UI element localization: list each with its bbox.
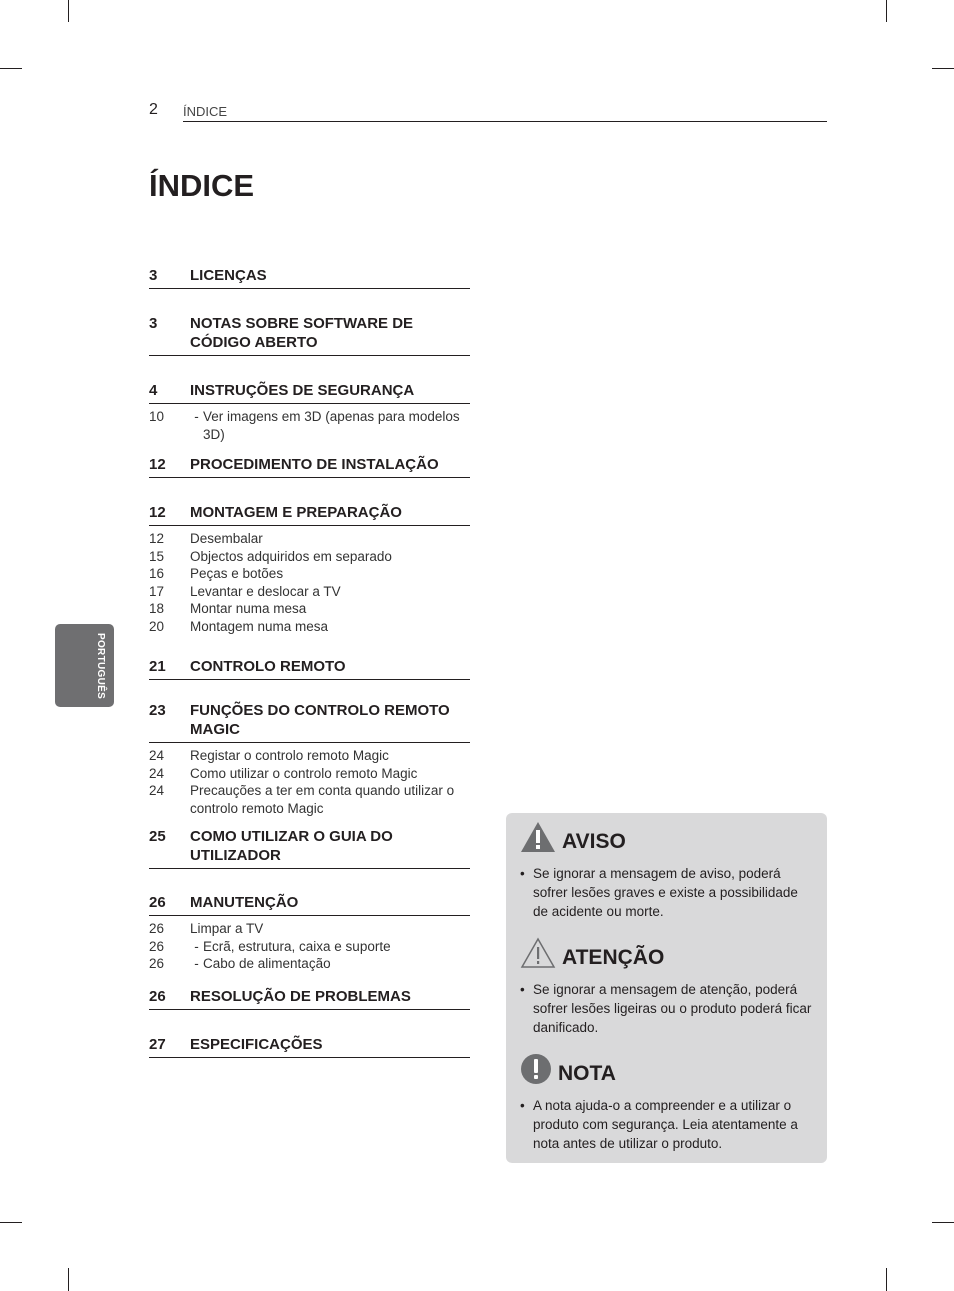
toc-heading-title: MONTAGEM E PREPARAÇÃO xyxy=(190,504,402,521)
nota-text: • A nota ajuda-o a compreender e a utilizar o produto com segurança. Leia atentamente a nota antes de utilizar o produto. xyxy=(520,1098,798,1151)
toc-heading-title: LICENÇAS xyxy=(190,267,267,284)
toc-section xyxy=(149,893,470,973)
toc-heading[interactable] xyxy=(149,657,470,680)
toc-section xyxy=(149,1035,470,1058)
toc-page-number: 4 xyxy=(149,382,158,399)
toc-subitem-title: Montar numa mesa xyxy=(190,601,307,616)
toc-subitem-page: 12 xyxy=(149,531,165,546)
atencao-text: • Se ignorar a mensagem de atenção, poderá sofrer lesões ligeiras ou o produto poderá ficar danificado. xyxy=(520,982,812,1035)
toc-subitem[interactable] xyxy=(149,565,470,583)
toc-section xyxy=(149,827,470,869)
toc-subitem-dash: - xyxy=(194,956,199,971)
warning-triangle-outline-icon xyxy=(520,937,556,969)
crop-mark xyxy=(68,0,69,22)
toc-subitem-page: 20 xyxy=(149,618,165,634)
warning-triangle-filled-icon xyxy=(520,821,556,853)
toc-subitem-page: 24 xyxy=(149,765,165,781)
toc-subitem-page: 10 xyxy=(149,409,165,424)
toc-subitem-page: 17 xyxy=(149,583,165,599)
atencao-title: ATENÇÃO xyxy=(562,946,665,969)
toc-subitem-dash: - xyxy=(194,409,199,424)
toc-subitem[interactable] xyxy=(149,747,470,765)
exclamation-circle-icon xyxy=(520,1053,552,1085)
toc-heading[interactable] xyxy=(149,314,470,356)
toc-section xyxy=(149,503,470,635)
running-header: ÍNDICE xyxy=(183,104,228,119)
toc-heading[interactable] xyxy=(149,987,470,1010)
toc-page-number: 26 xyxy=(149,987,166,1005)
toc-subitem-page: 24 xyxy=(149,748,165,763)
toc-heading-title: INSTRUÇÕES DE SEGURANÇA xyxy=(190,382,415,399)
crop-mark xyxy=(68,1268,69,1291)
toc-heading-title: CONTROLO REMOTO xyxy=(190,658,346,675)
toc-page-number: 12 xyxy=(149,504,166,521)
page-number: 2 xyxy=(149,101,158,118)
toc-subitem[interactable] xyxy=(149,920,470,938)
toc-page-number: 26 xyxy=(149,894,166,911)
toc-subitem-page: 26 xyxy=(149,938,165,954)
toc-section xyxy=(149,987,470,1010)
toc-section xyxy=(149,266,470,289)
toc-heading-title: FUNÇÕES DO CONTROLO REMOTO MAGIC xyxy=(190,702,450,738)
toc-subitem-title: Peças e botões xyxy=(190,566,284,581)
atencao-heading xyxy=(520,937,664,969)
aviso-title: AVISO xyxy=(562,830,626,853)
toc-subitem[interactable] xyxy=(149,955,470,973)
toc-heading-title: ESPECIFICAÇÕES xyxy=(190,1035,323,1053)
toc-subitem-page: 18 xyxy=(149,601,165,616)
notice-box xyxy=(506,813,827,1163)
toc-section xyxy=(149,381,470,443)
toc-page-number: 21 xyxy=(149,658,166,675)
toc-subitem-page: 26 xyxy=(149,956,165,971)
toc-subitem-page: 24 xyxy=(149,783,165,798)
crop-mark xyxy=(0,68,22,69)
toc-heading[interactable] xyxy=(149,1035,470,1058)
toc-subitem-title: Montagem numa mesa xyxy=(190,618,329,634)
toc-subitem-title: Desembalar xyxy=(190,531,263,546)
toc-subitem[interactable] xyxy=(149,408,470,443)
toc-section xyxy=(149,314,470,356)
toc-page-number: 12 xyxy=(149,456,166,473)
toc-section xyxy=(149,701,470,817)
toc-subitem-title: Precauções a ter em conta quando utilizar o controlo remoto Magic xyxy=(190,783,455,816)
toc-subitem[interactable] xyxy=(149,583,470,601)
nota-title: NOTA xyxy=(558,1062,616,1085)
toc-page-number: 27 xyxy=(149,1035,166,1053)
toc-subitem-title: Registar o controlo remoto Magic xyxy=(190,748,389,763)
toc-subitem[interactable] xyxy=(149,765,470,783)
toc-subitem-title: Objectos adquiridos em separado xyxy=(190,548,392,564)
aviso-heading xyxy=(520,821,626,853)
toc-subitem-title: Cabo de alimentação xyxy=(203,956,331,971)
table-of-contents xyxy=(149,266,470,1058)
header-rule xyxy=(183,121,827,122)
toc-subitem-title: Ver imagens em 3D (apenas para modelos 3D) xyxy=(203,409,460,442)
toc-subitem-dash: - xyxy=(194,938,199,954)
toc-subitem-title: Levantar e deslocar a TV xyxy=(190,583,341,599)
toc-page-number: 25 xyxy=(149,828,166,845)
toc-subitem-page: 15 xyxy=(149,548,165,564)
page-title: ÍNDICE xyxy=(149,168,255,203)
toc-heading[interactable] xyxy=(149,701,470,743)
toc-subitem[interactable] xyxy=(149,618,470,636)
toc-page-number: 3 xyxy=(149,267,158,284)
crop-mark xyxy=(886,0,887,22)
toc-section xyxy=(149,657,470,680)
toc-heading-title: NOTAS SOBRE SOFTWARE DE CÓDIGO ABERTO xyxy=(190,315,414,351)
toc-heading-title: RESOLUÇÃO DE PROBLEMAS xyxy=(190,987,411,1005)
aviso-text: • Se ignorar a mensagem de aviso, poderá sofrer lesões graves e existe a possibilidade de acidente ou morte. xyxy=(520,866,798,919)
toc-heading[interactable] xyxy=(149,455,470,478)
toc-heading[interactable] xyxy=(149,893,470,916)
toc-subitem-title: Ecrã, estrutura, caixa e suporte xyxy=(203,938,391,954)
toc-heading[interactable] xyxy=(149,827,470,869)
toc-subitem-page: 16 xyxy=(149,566,165,581)
crop-mark xyxy=(932,1222,954,1223)
toc-subitem[interactable] xyxy=(149,548,470,566)
toc-heading-title: MANUTENÇÃO xyxy=(190,894,299,911)
language-tab-label: PORTUGUÊS xyxy=(95,632,106,700)
crop-mark xyxy=(932,68,954,69)
toc-page-number: 23 xyxy=(149,702,166,719)
toc-subitem-page: 26 xyxy=(149,921,165,936)
toc-heading[interactable] xyxy=(149,503,470,526)
toc-section xyxy=(149,455,470,478)
toc-page-number: 3 xyxy=(149,315,158,332)
toc-subitem-title: Limpar a TV xyxy=(190,921,264,936)
toc-subitem[interactable] xyxy=(149,530,470,548)
toc-heading[interactable] xyxy=(149,266,470,289)
toc-subitem[interactable] xyxy=(149,600,470,618)
toc-heading-title: COMO UTILIZAR O GUIA DO UTILIZADOR xyxy=(190,828,393,864)
toc-subitem[interactable] xyxy=(149,782,470,817)
crop-mark xyxy=(0,1222,22,1223)
crop-mark xyxy=(886,1268,887,1291)
toc-subitem[interactable] xyxy=(149,938,470,956)
nota-heading xyxy=(520,1053,616,1085)
toc-subitem-title: Como utilizar o controlo remoto Magic xyxy=(190,765,418,781)
toc-heading-title: PROCEDIMENTO DE INSTALAÇÃO xyxy=(190,456,439,473)
toc-heading[interactable] xyxy=(149,381,470,404)
